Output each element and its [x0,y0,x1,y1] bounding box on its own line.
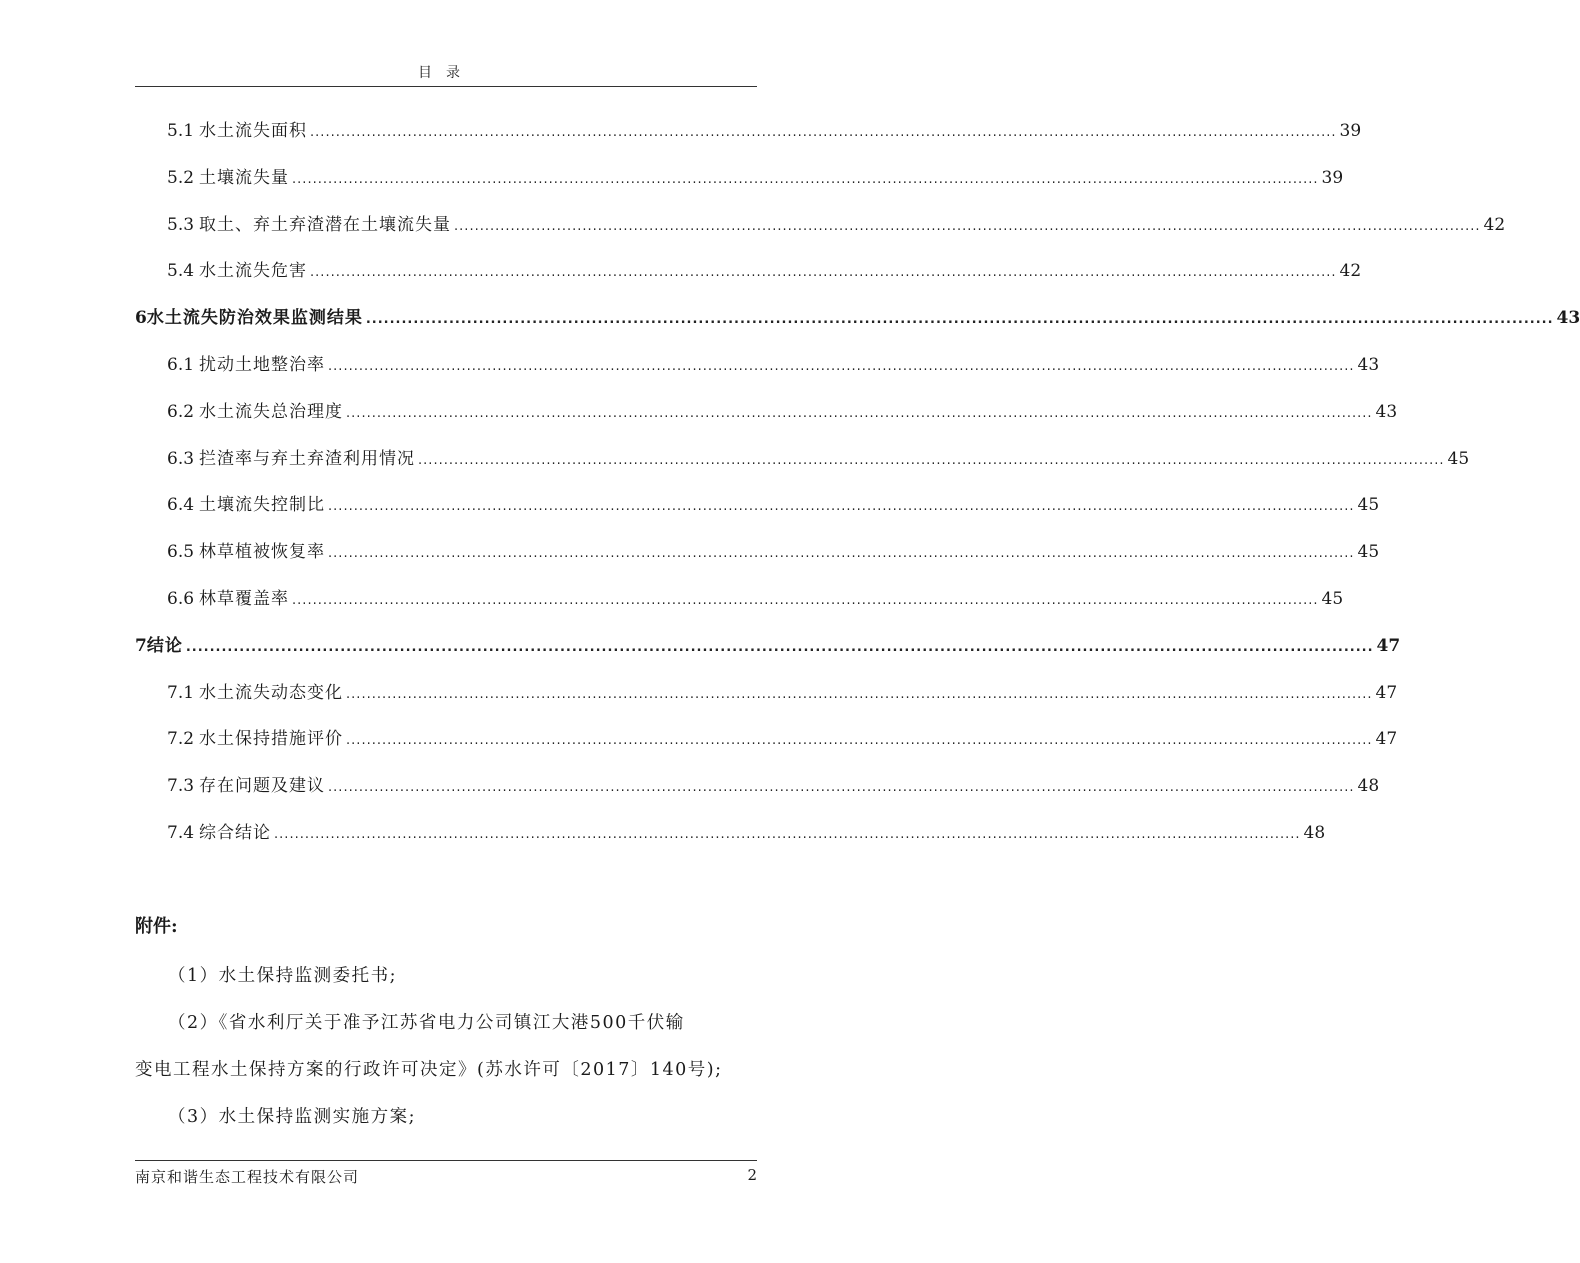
toc-entry-page: 39 [1321,167,1344,188]
toc-entry[interactable] [135,670,1398,717]
toc-entry-page: 45 [1357,542,1380,563]
toc-entry[interactable] [135,436,1470,483]
toc-entry-number: 6 [135,308,147,329]
toc-entry-title: 水土流失总治理度 [199,401,344,422]
toc-entry-page: 48 [1357,776,1380,797]
toc-dot-leader: ........................................................................................................................................................................................................ [292,592,1319,608]
toc-entry-title: 林草植被恢复率 [199,542,326,563]
toc-entry-title: 综合结论 [199,822,272,843]
toc-entry-page: 47 [1375,729,1398,750]
toc-entry-page: 47 [1376,635,1401,656]
toc-entry-page: 43 [1357,354,1380,375]
toc-dot-leader: ........................................................................................................................................................................................................ [185,639,1374,655]
toc-entry[interactable] [135,576,1344,623]
toc-entry-title: 结论 [146,635,183,656]
toc-dot-leader: ........................................................................................................................................................................................................ [274,826,1301,842]
toc-entry-number: 6.1 [167,354,195,375]
toc-entry-number: 5.4 [167,261,195,282]
attachment-item-2-line-1: （2）《省水利厅关于准予江苏省电力公司镇江大港500千伏输 [168,1013,685,1033]
toc-entry[interactable] [135,623,1401,670]
toc-entry[interactable] [135,763,1380,810]
toc-dot-leader: ........................................................................................................................................................................................................ [346,405,1373,421]
toc-entry[interactable] [135,389,1398,436]
toc-entry-title: 水土流失动态变化 [199,682,344,703]
footer-page-number: 2 [747,1166,757,1184]
toc-entry-page: 45 [1447,448,1470,469]
toc-entry-number: 7.2 [167,729,195,750]
toc-dot-leader: ........................................................................................................................................................................................................ [346,686,1373,702]
toc-entry-number: 6.5 [167,542,195,563]
toc-entry-title: 土壤流失控制比 [199,495,326,516]
toc-dot-leader: ........................................................................................................................................................................................................ [292,171,1319,187]
toc-dot-leader: ........................................................................................................................................................................................................ [328,499,1355,515]
toc-entry-page: 42 [1483,214,1506,235]
toc-entry[interactable] [135,248,1362,295]
toc-entry[interactable] [135,529,1380,576]
toc-entry-page: 42 [1339,261,1362,282]
toc-entry[interactable] [135,108,1362,155]
toc-entry-page: 43 [1556,308,1580,329]
toc-entry-page: 47 [1375,682,1398,703]
toc-entry-page: 39 [1339,121,1362,141]
header-divider [135,86,757,87]
toc-entry[interactable] [135,716,1398,763]
toc-entry-title: 取土、弃土弃渣潜在土壤流失量 [199,214,452,235]
toc-entry-number: 5.2 [167,167,195,188]
toc-dot-leader: ........................................................................................................................................................................................................ [310,125,1337,140]
toc-entry-number: 6.4 [167,495,195,516]
toc-dot-leader: ........................................................................................................................................................................................................ [328,780,1355,796]
toc-dot-leader: ........................................................................................................................................................................................................ [328,546,1355,562]
attachment-item-1: （1）水土保持监测委托书; [168,966,398,986]
toc-entry-page: 48 [1303,822,1326,843]
table-of-contents [135,108,1580,857]
toc-entry-title: 扰动土地整治率 [199,354,326,375]
toc-entry-number: 7.1 [167,682,195,703]
toc-entry-number: 7.3 [167,776,195,797]
toc-entry-number: 6.6 [167,588,195,609]
toc-entry-title: 存在问题及建议 [199,776,326,797]
toc-entry[interactable] [135,295,1580,342]
toc-entry-title: 水土保持措施评价 [199,729,344,750]
toc-entry-title: 水土流失危害 [199,261,308,282]
toc-entry-number: 7.4 [167,822,195,843]
attachment-item-2-line-2: 变电工程水土保持方案的行政许可决定》(苏水许可〔2017〕140号); [135,1060,723,1080]
toc-dot-leader: ........................................................................................................................................................................................................ [418,452,1445,468]
toc-entry-page: 43 [1375,401,1398,422]
toc-entry-number: 7 [135,635,147,656]
toc-dot-leader: ........................................................................................................................................................................................................ [328,358,1355,374]
toc-dot-leader: ........................................................................................................................................................................................................ [346,733,1373,749]
toc-entry-title: 水土流失防治效果监测结果 [146,308,363,329]
page-header-title: 目录 [418,65,474,81]
toc-entry-title: 林草覆盖率 [199,588,290,609]
toc-dot-leader: ........................................................................................................................................................................................................ [454,218,1481,234]
toc-entry-page: 45 [1357,495,1380,516]
toc-dot-leader: ........................................................................................................................................................................................................ [310,265,1337,281]
toc-entry-page: 45 [1321,588,1344,609]
toc-entry[interactable] [135,342,1380,389]
attachment-item-3: （3）水土保持监测实施方案; [168,1107,417,1127]
toc-entry[interactable] [135,155,1344,202]
toc-entry[interactable] [135,810,1326,857]
toc-entry-number: 5.3 [167,214,195,235]
toc-entry-title: 土壤流失量 [199,167,290,188]
toc-entry-number: 6.3 [167,448,195,469]
toc-dot-leader: ........................................................................................................................................................................................................ [365,312,1554,328]
footer-divider [135,1160,757,1161]
footer-company: 南京和谐生态工程技术有限公司 [135,1168,360,1186]
toc-entry-number: 5.1 [167,121,195,141]
toc-entry-title: 水土流失面积 [199,121,308,141]
toc-entry-title: 拦渣率与弃土弃渣利用情况 [199,448,416,469]
toc-entry[interactable] [135,482,1380,529]
attachments-heading: 附件: [135,916,178,937]
toc-entry[interactable] [135,202,1506,249]
toc-entry-number: 6.2 [167,401,195,422]
